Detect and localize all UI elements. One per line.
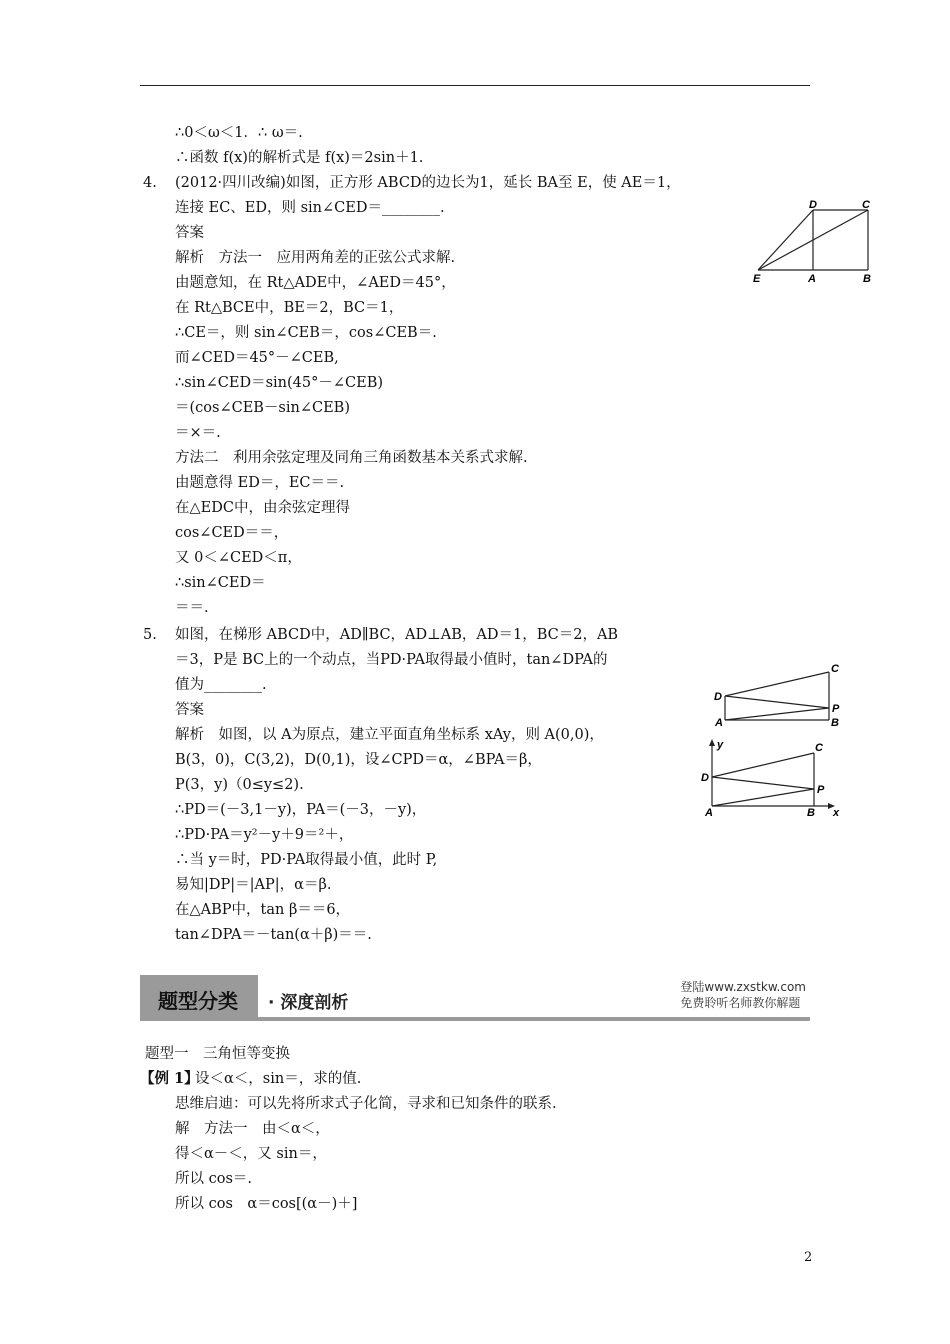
problem-text: 连接 EC、ED，则 sin∠CED＝________. bbox=[175, 200, 445, 216]
label-D: D bbox=[701, 772, 709, 784]
solution-line: 所以 cos α＝cos[(α－)＋] bbox=[175, 1196, 358, 1212]
solution-line: ∴sin∠CED＝ bbox=[175, 575, 266, 591]
figure-square bbox=[750, 198, 880, 292]
solution-line: ∴CE＝，则 sin∠CEB＝，cos∠CEB＝. bbox=[175, 325, 437, 341]
solution-line: 而∠CED＝45°－∠CEB, bbox=[175, 350, 339, 366]
solution-line: ＝＝. bbox=[175, 600, 209, 616]
label-A: A bbox=[705, 807, 713, 819]
section-banner bbox=[140, 975, 810, 1021]
problem-text: ＝3，P是 BC上的一个动点，当PD·PA取得最小值时，tan∠DPA的 bbox=[175, 652, 608, 668]
solution-line: 在△EDC中，由余弦定理得 bbox=[175, 500, 350, 516]
solution-line: 由题意知，在 Rt△ADE中，∠AED＝45°， bbox=[175, 275, 456, 291]
label-C: C bbox=[862, 199, 870, 211]
problem-text: 值为________. bbox=[175, 677, 267, 693]
label-y: y bbox=[717, 739, 724, 751]
solution-line: 方法二 利用余弦定理及同角三角函数基本关系式求解. bbox=[175, 450, 528, 466]
solution-line: 在△ABP中，tan β＝＝6， bbox=[175, 902, 351, 918]
problem-text: (2012·四川改编)如图，正方形 ABCD的边长为1，延长 BA至 E，使 AE＝1， bbox=[175, 175, 681, 191]
solution-line: ∴PD·PA＝y²－y＋9＝²＋， bbox=[175, 827, 354, 843]
solution-line: 思维启迪：可以先将所求式子化简，寻求和已知条件的联系. bbox=[175, 1096, 557, 1112]
y-axis-arrow-icon bbox=[709, 739, 715, 746]
answer-label: 答案 bbox=[175, 225, 204, 241]
solution-line: ∴当 y＝时，PD·PA取得最小值，此时 P, bbox=[175, 852, 438, 868]
solution-line: tan∠DPA＝－tan(α＋β)＝＝. bbox=[175, 927, 372, 943]
problem-number: 5. bbox=[143, 627, 157, 643]
solution-line: 在 Rt△BCE中，BE＝2，BC＝1， bbox=[175, 300, 404, 316]
label-B: B bbox=[831, 717, 839, 729]
problem-text: 如图，在梯形 ABCD中，AD∥BC，AD⊥AB，AD＝1，BC＝2，AB bbox=[175, 627, 619, 643]
page-number: 2 bbox=[804, 1250, 813, 1265]
label-B: B bbox=[863, 273, 871, 285]
solution-line: B(3，0)，C(3,2)，D(0,1)，设∠CPD＝α，∠BPA＝β， bbox=[175, 752, 542, 768]
label-A: A bbox=[715, 717, 723, 729]
banner-ad[interactable] bbox=[680, 979, 806, 1011]
solution-line: ∴sin∠CED＝sin(45°－∠CEB) bbox=[175, 375, 384, 391]
banner-subtitle: · 深度剖析 bbox=[268, 993, 349, 1013]
solution-line: 得＜α－＜，又 sin＝， bbox=[175, 1146, 327, 1162]
label-D: D bbox=[809, 199, 817, 211]
label-D: D bbox=[714, 691, 722, 703]
label-P: P bbox=[817, 784, 825, 796]
problem-number: 4. bbox=[143, 175, 157, 191]
text-line: ∴0＜ω＜1．∴ ω＝. bbox=[175, 125, 303, 141]
solution-line: ＝×＝. bbox=[175, 425, 221, 441]
solution-line: ＝(cos∠CEB－sin∠CEB) bbox=[175, 400, 350, 416]
solution-line: P(3，y)（0≤y≤2). bbox=[175, 777, 304, 793]
solution-line: cos∠CED＝＝， bbox=[175, 525, 289, 541]
header-rule bbox=[140, 85, 810, 86]
figure-coordinate-trapezoid bbox=[695, 737, 850, 823]
label-C: C bbox=[831, 663, 839, 675]
example-text: 设＜α＜，sin＝，求的值. bbox=[195, 1071, 362, 1087]
section-heading: 题型一 三角恒等变换 bbox=[145, 1046, 290, 1062]
label-C: C bbox=[815, 742, 823, 754]
label-P: P bbox=[832, 703, 840, 715]
banner-rule bbox=[140, 1017, 810, 1021]
solution-line: 易知|DP|＝|AP|，α＝β. bbox=[175, 877, 332, 893]
banner-title: 题型分类 bbox=[158, 989, 238, 1013]
solution-line: 解析 如图，以 A为原点，建立平面直角坐标系 xAy，则 A(0,0)， bbox=[175, 727, 604, 743]
solution-line: 所以 cos＝. bbox=[175, 1171, 253, 1187]
label-E: E bbox=[753, 273, 761, 285]
solution-line: ∴PD＝(－3,1－y)，PA＝(－3，－y)， bbox=[175, 802, 427, 818]
banner-ad-line2: 免费聆听名师教你解题 bbox=[680, 996, 801, 1010]
solution-line: 解 方法一 由＜α＜， bbox=[175, 1121, 330, 1137]
label-B: B bbox=[807, 807, 815, 819]
figure-trapezoid bbox=[705, 658, 850, 737]
label-x: x bbox=[833, 807, 840, 819]
banner-ad-line1[interactable]: 登陆www.zxstkw.com bbox=[680, 980, 806, 994]
label-A: A bbox=[808, 273, 816, 285]
solution-line: 又 0＜∠CED＜π， bbox=[175, 550, 302, 566]
solution-line: 由题意得 ED＝，EC＝＝. bbox=[175, 475, 345, 491]
text-line: ∴函数 f(x)的解析式是 f(x)＝2sin＋1. bbox=[175, 150, 424, 166]
answer-label: 答案 bbox=[175, 702, 204, 718]
solution-line: 解析 方法一 应用两角差的正弦公式求解. bbox=[175, 250, 456, 266]
example-tag: 【例 1】 bbox=[140, 1070, 199, 1087]
